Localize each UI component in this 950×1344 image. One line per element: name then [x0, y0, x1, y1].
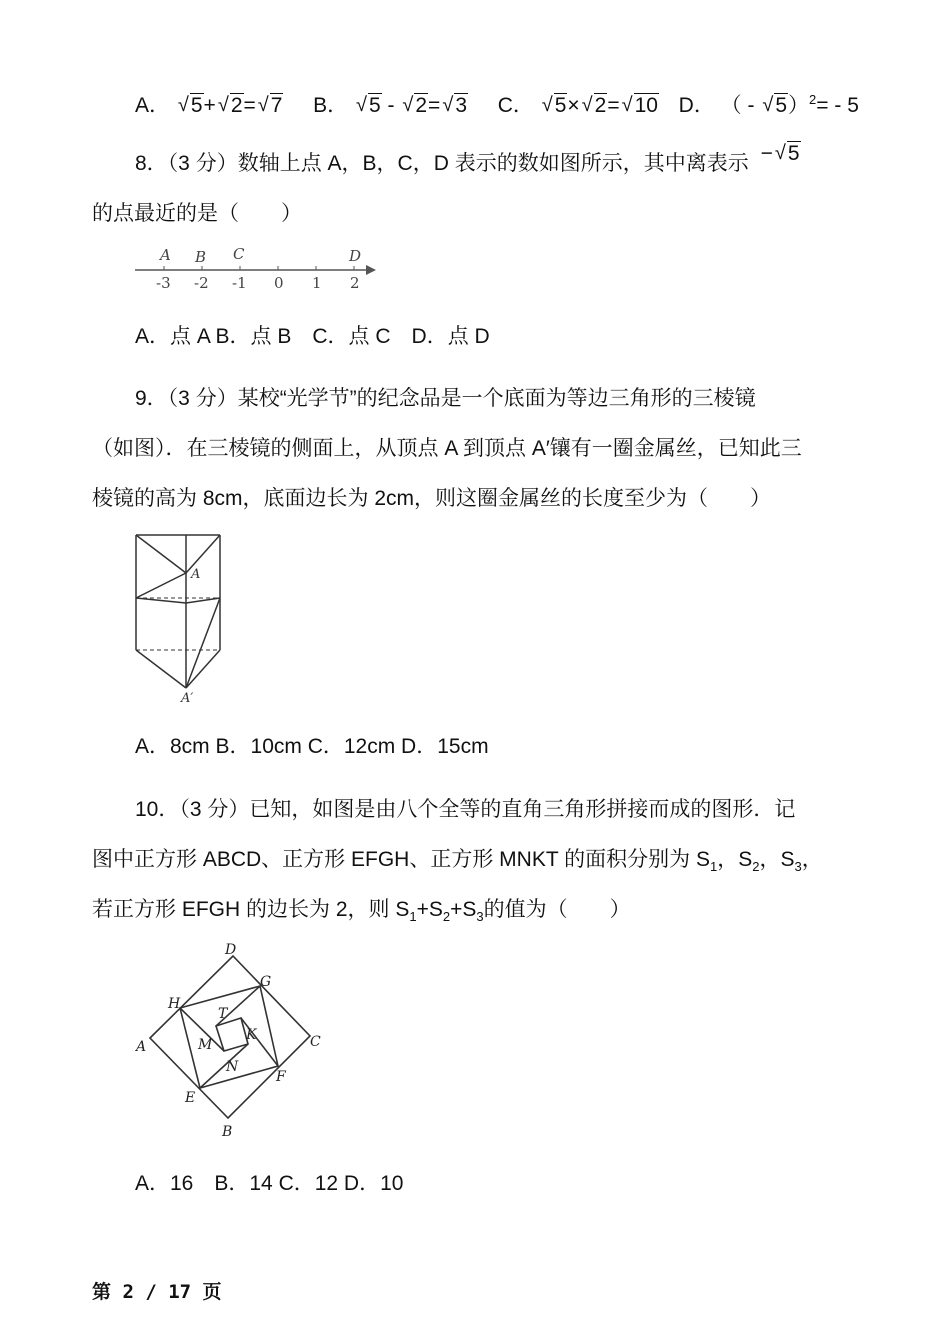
prism-label-a-prime: A′	[181, 691, 194, 706]
q7-option-a: A． √ 5+√ 2=√ 7	[135, 94, 289, 117]
sqrt-symbol: √ 3	[442, 92, 468, 120]
prism-figure	[128, 528, 238, 708]
squares-figure	[128, 938, 328, 1143]
tick-label: 2	[350, 274, 360, 292]
label-c: C	[310, 1034, 321, 1050]
label-g: G	[260, 974, 272, 990]
q7-option-c: C． √ 5×√ 2=√ 10	[498, 94, 665, 117]
number-line-figure	[130, 242, 380, 294]
q10-options: A．16 B．14 C．12 D．10	[135, 1172, 404, 1195]
sqrt-symbol: √ 5	[356, 92, 382, 120]
point-label-a: A	[160, 246, 171, 264]
prism-label-a: A	[191, 567, 201, 582]
q10-stem-line3: 若正方形 EFGH 的边长为 2，则 $S_1+S_2+S_3$的值为（ ）	[92, 898, 631, 925]
sqrt-symbol: √ 5	[178, 92, 204, 120]
sqrt-symbol: √ 5	[775, 140, 801, 168]
point-label-d: D	[349, 247, 362, 265]
label-n: N	[226, 1059, 239, 1075]
label-a: A	[136, 1039, 147, 1055]
label-d: D	[225, 942, 237, 958]
sqrt-symbol: √ 10	[622, 92, 659, 120]
label-e: E	[185, 1090, 196, 1106]
q8-options: A．点 A B．点 B C．点 C D．点 D	[135, 325, 490, 348]
label-m: M	[198, 1037, 213, 1053]
q7-option-b: B． √ 5 - √ 2=√ 3	[313, 94, 474, 117]
point-label-b: B	[195, 248, 207, 266]
q8-stem-line1: 8．（3 分）数轴上点 A，B，C，D 表示的数如图所示，其中离表示 −√ 5	[135, 150, 801, 178]
label-h: H	[168, 996, 181, 1012]
q9-stem-line2: （如图）．在三棱镜的侧面上，从顶点 A 到顶点 A′镶有一圈金属丝，已知此三	[92, 437, 802, 460]
tick-label: -1	[232, 274, 247, 292]
q9-stem-line3: 棱镜的高为 8cm，底面边长为 2cm，则这圈金属丝的长度至少为（ ）	[92, 487, 772, 510]
q9-options: A．8cm B．10cm C．12cm D．15cm	[135, 735, 489, 758]
label-f: F	[276, 1069, 286, 1085]
sqrt-symbol: √ 5	[542, 92, 568, 120]
point-label-c: C	[233, 245, 245, 263]
tick-label: 0	[274, 274, 284, 292]
q9-stem-line1: 9．（3 分）某校“光学节”的纪念品是一个底面为等边三角形的三棱镜	[135, 387, 756, 410]
label-t: T	[218, 1006, 228, 1022]
q10-stem-line1: 10．（3 分）已知，如图是由八个全等的直角三角形拼接而成的图形．记	[135, 798, 796, 821]
q7-options	[135, 86, 859, 120]
tick-label: 1	[312, 274, 322, 292]
sqrt-symbol: √ 2	[402, 92, 428, 120]
tick-label: -3	[156, 274, 171, 292]
sqrt-symbol: √ 7	[258, 92, 284, 120]
q8-stem-line2: 的点最近的是（ ）	[92, 202, 302, 225]
q7-option-d: D． （ - √ 5）$^2$= - 5	[679, 94, 859, 117]
q10-stem-line2: 图中正方形 ABCD、正方形 EFGH、正方形 MNKT 的面积分别为 $S_1$，$S_2$，$S_3$，	[92, 848, 823, 875]
sqrt-symbol: √ 2	[582, 92, 608, 120]
sqrt-symbol: √ 2	[218, 92, 244, 120]
label-b: B	[222, 1124, 233, 1140]
label-k: K	[246, 1027, 257, 1043]
page-number: 第 2 / 17 页	[92, 1281, 222, 1303]
tick-label: -2	[194, 274, 209, 292]
sqrt-symbol: √ 5	[762, 92, 788, 120]
